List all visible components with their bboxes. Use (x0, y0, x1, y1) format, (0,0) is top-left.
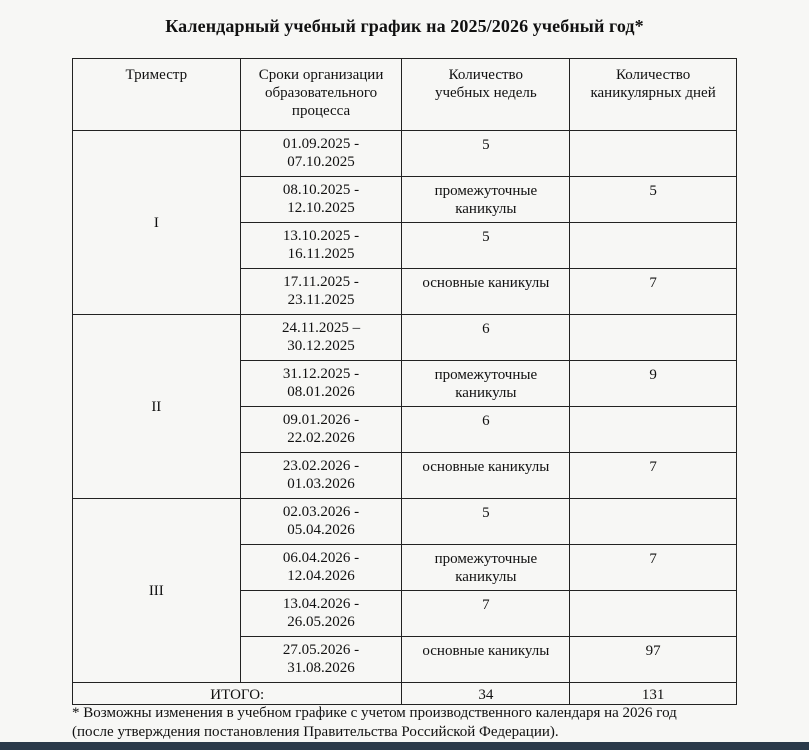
dates-cell: 08.10.2025 - 12.10.2025 (240, 177, 402, 223)
vacation-days-cell: 5 (570, 177, 737, 223)
weeks-cell: 5 (402, 223, 570, 269)
vacation-days-cell (570, 131, 737, 177)
trimester-cell: III (73, 499, 241, 683)
dates-cell: 17.11.2025 - 23.11.2025 (240, 269, 402, 315)
header-trimester: Триместр (73, 59, 241, 131)
trimester-cell: I (73, 131, 241, 315)
header-days: Количество каникулярных дней (570, 59, 737, 131)
vacation-days-cell (570, 223, 737, 269)
weeks-cell: 5 (402, 131, 570, 177)
weeks-cell: промежуточные каникулы (402, 545, 570, 591)
dates-cell: 13.10.2025 - 16.11.2025 (240, 223, 402, 269)
dates-cell: 01.09.2025 - 07.10.2025 (240, 131, 402, 177)
vacation-days-cell: 7 (570, 269, 737, 315)
dates-cell: 27.05.2026 - 31.08.2026 (240, 637, 402, 683)
total-row (73, 683, 737, 705)
vacation-days-cell (570, 315, 737, 361)
total-label: ИТОГО: (73, 683, 402, 705)
dates-cell: 06.04.2026 - 12.04.2026 (240, 545, 402, 591)
header-dates: Сроки организации образовательного процесса (240, 59, 402, 131)
bottom-edge (0, 742, 809, 750)
table-row (73, 499, 737, 545)
table-row (73, 131, 737, 177)
footnote (72, 704, 772, 742)
weeks-cell: промежуточные каникулы (402, 177, 570, 223)
schedule-table (72, 58, 737, 705)
vacation-days-cell: 7 (570, 545, 737, 591)
weeks-cell: промежуточные каникулы (402, 361, 570, 407)
dates-cell: 13.04.2026 - 26.05.2026 (240, 591, 402, 637)
weeks-cell: основные каникулы (402, 269, 570, 315)
footnote-line: * Возможны изменения в учебном графике с учетом производственного календаря на 2026 год (72, 705, 677, 721)
total-weeks: 34 (402, 683, 570, 705)
weeks-cell: основные каникулы (402, 453, 570, 499)
trimester-cell: II (73, 315, 241, 499)
schedule-body (73, 131, 737, 683)
vacation-days-cell: 97 (570, 637, 737, 683)
dates-cell: 02.03.2026 - 05.04.2026 (240, 499, 402, 545)
weeks-cell: 5 (402, 499, 570, 545)
vacation-days-cell (570, 407, 737, 453)
dates-cell: 23.02.2026 - 01.03.2026 (240, 453, 402, 499)
dates-cell: 24.11.2025 – 30.12.2025 (240, 315, 402, 361)
weeks-cell: 6 (402, 315, 570, 361)
weeks-cell: 6 (402, 407, 570, 453)
table-header-row (73, 59, 737, 131)
vacation-days-cell: 7 (570, 453, 737, 499)
dates-cell: 09.01.2026 - 22.02.2026 (240, 407, 402, 453)
weeks-cell: 7 (402, 591, 570, 637)
total-days: 131 (570, 683, 737, 705)
vacation-days-cell (570, 499, 737, 545)
table-row (73, 315, 737, 361)
document-title: Календарный учебный график на 2025/2026 учебный год* (165, 16, 644, 36)
vacation-days-cell: 9 (570, 361, 737, 407)
header-weeks: Количество учебных недель (402, 59, 570, 131)
footnote-line: (после утверждения постановления Правительства Российской Федерации). (72, 724, 559, 740)
dates-cell: 31.12.2025 - 08.01.2026 (240, 361, 402, 407)
weeks-cell: основные каникулы (402, 637, 570, 683)
vacation-days-cell (570, 591, 737, 637)
